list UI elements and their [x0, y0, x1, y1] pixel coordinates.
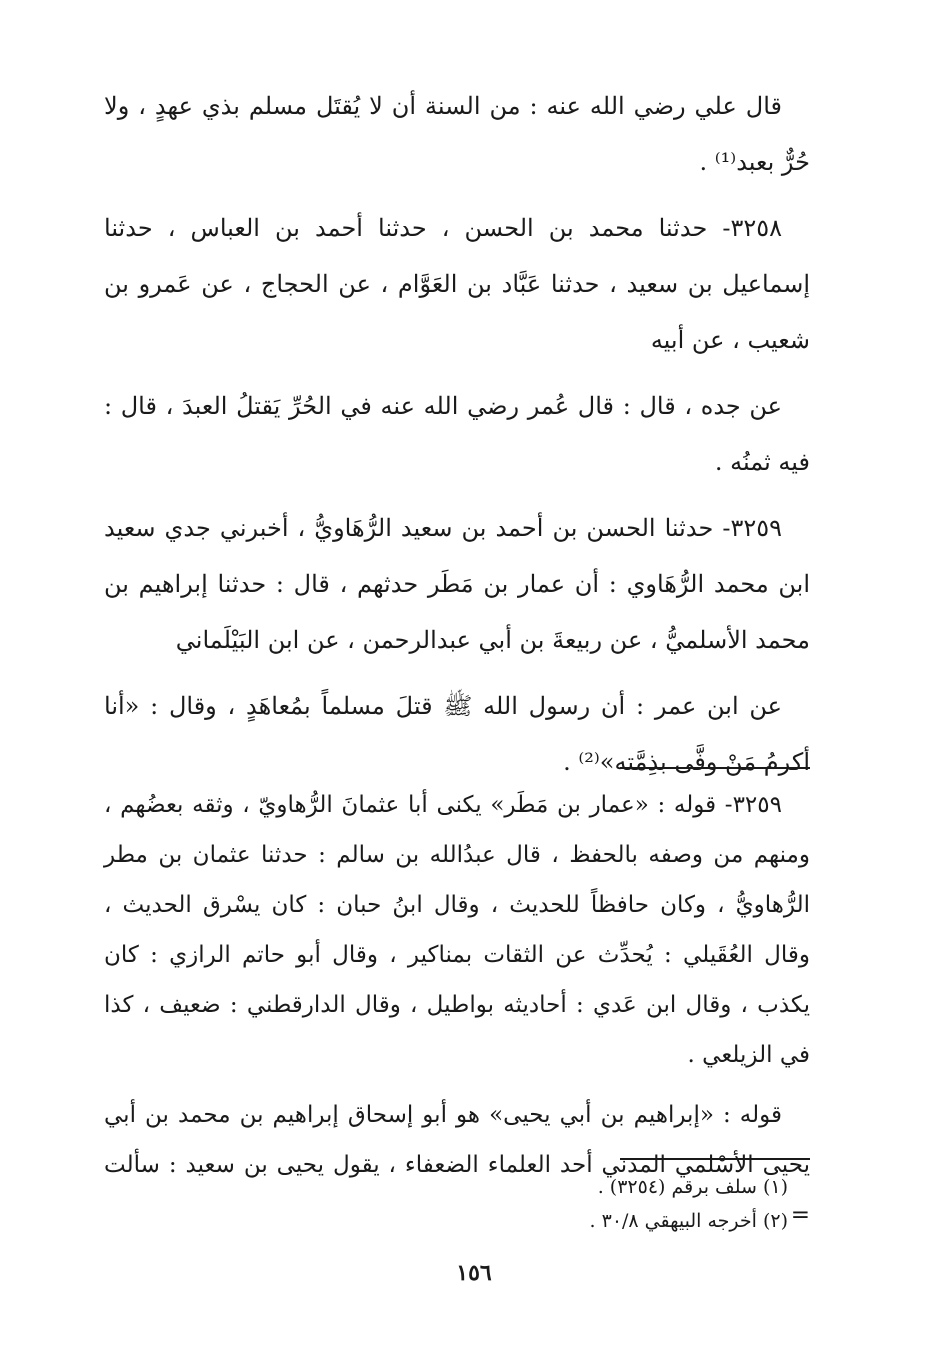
commentary-separator — [620, 767, 810, 769]
commentary-paragraph-ibrahim: قوله : «إبراهيم بن أبي يحيى» هو أبو إسحاق إبراهيم بن محمد بن أبي يحيى الأسْلمي المدني أحد العلماء الضعفاء ، يقول يحيى بن سعيد : سألت = — [104, 1102, 810, 1228]
page-number: ١٥٦ — [456, 1260, 492, 1286]
hadith-3258-matn: عن جده ، قال : قال عُمر رضي الله عنه في الحُرِّ يَقتلُ العبدَ ، قال : فيه ثمنُه . — [104, 392, 810, 476]
paragraph-ali-quote: قال علي رضي الله عنه : من السنة أن لا يُقتَل مسلم بذي عهدٍ ، ولا حُرٌّ بعبد⁽¹⁾ . — [104, 92, 810, 176]
hadith-3258-isnad: ٣٢٥٨- حدثنا محمد بن الحسن ، حدثنا أحمد بن العباس ، حدثنا إسماعيل بن سعيد ، حدثنا عَبَّاد بن العَوَّام ، عن الحجاج ، عن عَمرو بن شعيب ، عن أبيه — [104, 214, 810, 354]
commentary-paragraph-ammar: ٣٢٥٩- قوله : «عمار بن مَطَر» يكنى أبا عثمانَ الرُّهاويّ ، وثقه بعضُهم ، ومنهم من وصفه بالحفظ ، قال عبدُالله بن سالم : حدثنا عثمان بن مطر الرُّهاويُّ ، وكان حافظاً للحديث ، وقال ابنُ حبان : كان يسْرق الحديث ، وقال العُقَيلي : يُحدِّث عن الثقات بمناكير ، وقال أبو حاتم الرازي : كان يكذب ، وقال ابن عَدي : أحاديثه بواطيل ، وقال الدارقطني : ضعيف ، كذا في الزيلعي . — [104, 792, 810, 1068]
footnote-2: (٢) أخرجه البيهقي ٣٠/٨ . — [589, 1210, 788, 1232]
footnote-separator — [620, 1158, 810, 1160]
footnote-1: (١) سلف برقم (٣٢٥٤) . — [597, 1176, 788, 1198]
footnotes — [590, 1170, 788, 1238]
hadith-3259-matn: عن ابن عمر : أن رسول الله ﷺ قتلَ مسلماً بمُعاهَدٍ ، وقال : «أنا أكرمُ مَنْ وفَّى بذِمَّته»⁽²⁾ . — [104, 692, 810, 776]
main-text — [104, 78, 810, 790]
hadith-3259-isnad: ٣٢٥٩- حدثنا الحسن بن أحمد بن سعيد الرُّهَاويُّ ، أخبرني جدي سعيد ابن محمد الرُّهَاوي : أن عمار بن مَطَر حدثهم ، قال : حدثنا إبراهيم بن محمد الأسلميُّ ، عن ربيعةَ بن أبي عبدالرحمن ، عن ابن البَيْلَماني — [104, 514, 811, 654]
